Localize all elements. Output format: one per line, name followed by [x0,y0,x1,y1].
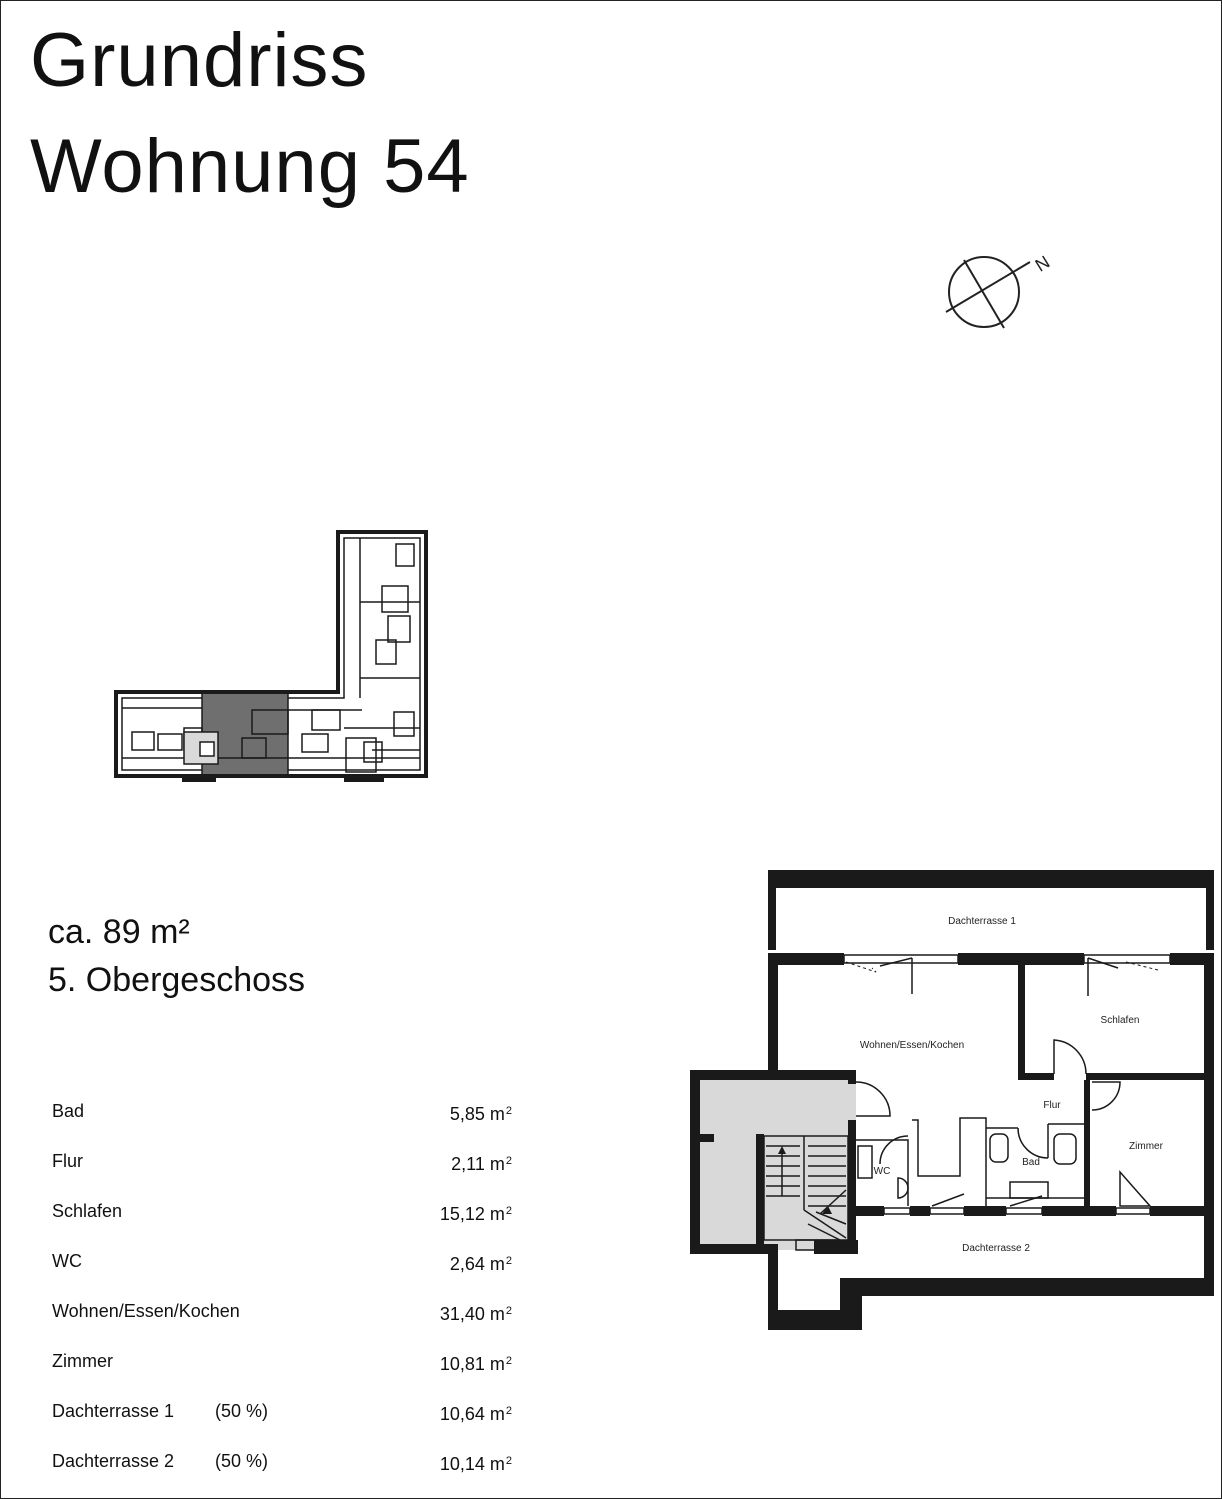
area-unit-sup: 2 [505,1105,512,1117]
area-unit-sup: 2 [505,1305,512,1317]
room-label-bad: Bad [1022,1157,1040,1168]
area-value-number: 2,64 m [449,1254,505,1274]
room-label-schlafen: Schlafen [1100,1015,1140,1026]
compass-north-label: N [1031,251,1054,276]
area-name: Dachterrasse 2 [52,1451,175,1471]
area-value-number: 15,12 m [439,1204,505,1224]
room-label-dachterrasse-1: Dachterrasse 1 [948,916,1016,927]
area-name: Wohnen/Essen/Kochen [52,1301,240,1321]
area-value-number: 5,85 m [449,1104,505,1124]
room-label-dachterrasse-2: Dachterrasse 2 [962,1243,1030,1254]
area-value-number: 10,14 m [439,1454,505,1474]
area-unit-sup: 2 [505,1255,512,1267]
stair-core-area [690,1080,856,1250]
area-value-number: 10,64 m [439,1404,505,1424]
area-value-number: 2,11 m [451,1154,505,1174]
unit-area: ca. 89 m² [48,913,190,951]
title-line-1: Grundriss [30,18,369,103]
area-unit-sup: 2 [505,1455,512,1467]
room-label-wohnen: Wohnen/Essen/Kochen [859,1040,965,1051]
area-unit-sup: 2 [505,1155,512,1167]
area-value-number: 10,81 m [439,1354,505,1374]
title-line-2: Wohnung 54 [30,124,470,209]
area-percent: (50 %) [215,1451,269,1471]
area-name: WC [52,1251,82,1271]
room-label-flur: Flur [1043,1100,1061,1111]
area-percent: (50 %) [215,1401,269,1421]
area-name: Flur [52,1151,83,1171]
unit-floor: 5. Obergeschoss [48,961,306,999]
area-name: Dachterrasse 1 [52,1401,175,1421]
room-labels [860,916,1164,1254]
area-name: Zimmer [52,1351,113,1371]
area-name: Schlafen [52,1201,123,1221]
area-unit-sup: 2 [505,1405,512,1417]
area-unit-sup: 2 [505,1205,512,1217]
area-name: Bad [52,1101,85,1121]
room-label-wc: WC [873,1166,891,1177]
area-unit-sup: 2 [505,1355,512,1367]
room-label-zimmer: Zimmer [1129,1141,1163,1152]
area-value-number: 31,40 m [439,1304,505,1324]
